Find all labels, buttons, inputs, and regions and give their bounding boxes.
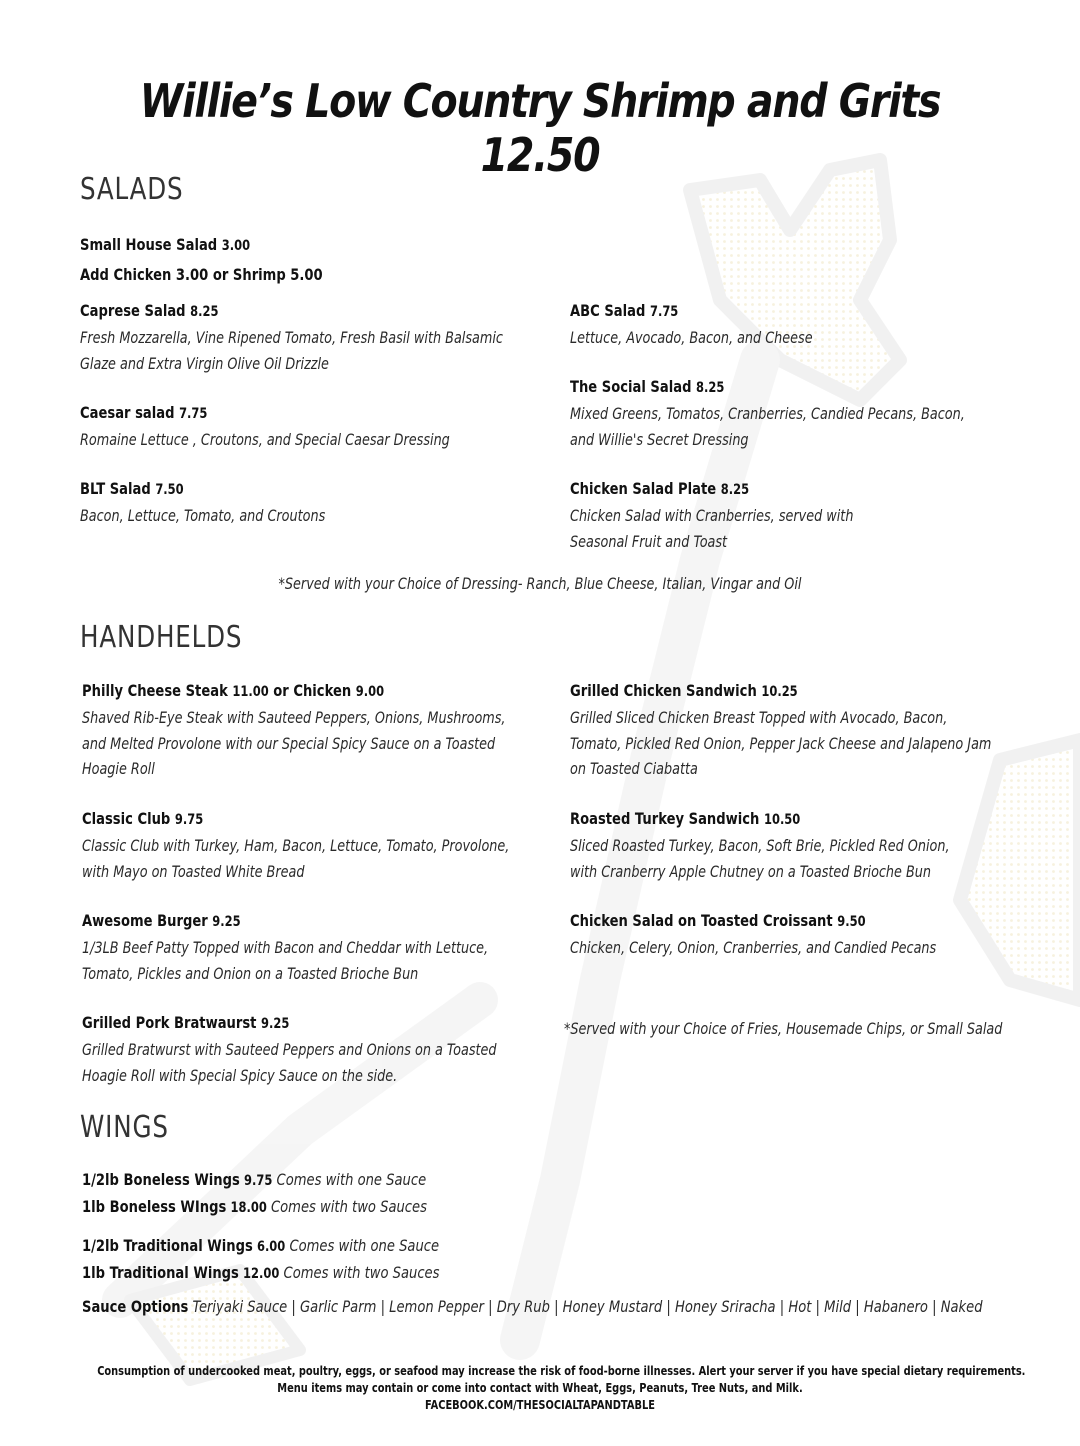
wing-line xyxy=(82,1260,439,1287)
item-desc: 1/3LB Beef Patty Topped with Bacon and Cheddar with Lettuce, xyxy=(82,938,489,957)
wings-traditional-group xyxy=(82,1233,518,1287)
item-name: Caesar salad xyxy=(80,403,175,422)
sauce-options-label: Sauce Options xyxy=(82,1297,189,1316)
item-price: 10.25 xyxy=(761,684,798,700)
item-desc: with Cranberry Apple Chutney on a Toasted Brioche Bun xyxy=(570,861,931,881)
sauce-options xyxy=(82,1294,983,1320)
item-name: Grilled Chicken Sandwich xyxy=(570,681,757,700)
menu-item-abc-salad xyxy=(570,298,1040,351)
wings-boneless-group xyxy=(82,1167,503,1221)
menu-item-chicken-salad-plate xyxy=(570,476,1040,554)
wing-price: 9.75 xyxy=(244,1173,273,1189)
wing-name: 1/2lb Traditional Wings xyxy=(82,1236,253,1255)
section-heading-wings: WINGS xyxy=(80,1110,169,1145)
handhelds-sides-note: *Served with your Choice of Fries, Housemade Chips, or Small Salad xyxy=(564,1019,1003,1038)
item-name: The Social Salad xyxy=(570,377,692,396)
wing-desc: Comes with two Sauces xyxy=(270,1197,427,1216)
item-desc: Seasonal Fruit and Toast xyxy=(570,531,728,551)
wing-name: 1lb Traditional Wings xyxy=(82,1263,239,1282)
menu-item-awesome-burger xyxy=(82,908,552,986)
item-price: 11.00 xyxy=(232,684,269,700)
menu-item-blt-salad xyxy=(80,476,550,529)
item-desc: with Mayo on Toasted White Bread xyxy=(82,861,305,881)
wing-line xyxy=(82,1167,427,1194)
item-desc: and Melted Provolone with our Special Spicy Sauce on a Toasted xyxy=(82,733,496,753)
item-price: 7.75 xyxy=(179,406,208,422)
item-desc: Chicken, Celery, Onion, Cranberries, and Candied Pecans xyxy=(570,938,937,957)
menu-item-caprese-salad xyxy=(80,298,550,376)
wing-name: 1/2lb Boneless Wings xyxy=(82,1170,240,1189)
item-desc: Mixed Greens, Tomatos, Cranberries, Candied Pecans, Bacon, xyxy=(570,404,965,423)
menu-item-grilled-pork-bratwaurst xyxy=(82,1010,552,1088)
menu-item-grilled-chicken-sandwich xyxy=(570,678,1040,782)
section-heading-handhelds: HANDHELDS xyxy=(80,620,243,655)
wing-desc: Comes with two Sauces xyxy=(283,1263,440,1282)
wing-price: 6.00 xyxy=(256,1239,286,1255)
item-name-alt: or Chicken xyxy=(268,681,356,700)
item-name: Roasted Turkey Sandwich xyxy=(570,809,760,828)
menu-item-classic-club xyxy=(82,806,552,884)
item-price: 8.25 xyxy=(696,380,725,396)
wing-desc: Comes with one Sauce xyxy=(289,1236,440,1255)
item-desc: Hoagie Roll with Special Spicy Sauce on the side. xyxy=(82,1065,398,1085)
footer-allergen-note: Menu items may contain or come into contact with Wheat, Eggs, Peanuts, Tree Nuts, and Milk. xyxy=(277,1381,803,1395)
item-desc: Tomato, Pickles and Onion on a Toasted Brioche Bun xyxy=(82,963,419,983)
item-price: 9.50 xyxy=(837,914,866,930)
item-desc: on Toasted Ciabatta xyxy=(570,759,698,778)
add-protein-line: Add Chicken 3.00 or Shrimp 5.00 xyxy=(80,265,323,284)
small-house-salad xyxy=(80,232,376,287)
item-name: Caprese Salad xyxy=(80,301,186,320)
menu-item-chicken-salad-croissant xyxy=(570,908,1040,961)
item-desc: Fresh Mozzarella, Vine Ripened Tomato, Fresh Basil with Balsamic xyxy=(80,328,503,347)
item-price: 8.25 xyxy=(720,482,750,498)
wing-desc: Comes with one Sauce xyxy=(276,1170,427,1189)
item-price-alt: 9.00 xyxy=(355,684,385,700)
small-house-salad-name: Small House Salad xyxy=(80,235,218,254)
item-name: Chicken Salad Plate xyxy=(570,479,717,498)
item-price: 7.75 xyxy=(649,304,679,320)
item-desc: Hoagie Roll xyxy=(82,759,155,778)
item-desc: Chicken Salad with Cranberries, served with xyxy=(570,506,854,525)
item-desc: Glaze and Extra Virgin Olive Oil Drizzle xyxy=(80,353,329,373)
item-name: Grilled Pork Bratwaurst xyxy=(82,1013,257,1032)
page-title: Willie’s Low Country Shrimp and Grits 12.50 xyxy=(139,74,941,182)
salads-dressing-note: *Served with your Choice of Dressing- Ranch, Blue Cheese, Italian, Vingar and Oil xyxy=(278,574,802,593)
item-desc: Classic Club with Turkey, Ham, Bacon, Lettuce, Tomato, Provolone, xyxy=(82,836,510,855)
wing-line xyxy=(82,1194,427,1221)
item-desc: Lettuce, Avocado, Bacon, and Cheese xyxy=(570,328,813,347)
section-heading-salads: SALADS xyxy=(80,172,184,207)
wing-price: 18.00 xyxy=(230,1200,267,1216)
item-desc: and Willie's Secret Dressing xyxy=(570,429,749,449)
menu-item-philly-cheese-steak xyxy=(82,678,552,782)
sauce-options-list: Teriyaki Sauce | Garlic Parm | Lemon Pepper | Dry Rub | Honey Mustard | Honey Sriracha | Hot | Mild | Habanero | Naked xyxy=(192,1297,983,1316)
item-name: Philly Cheese Steak xyxy=(82,681,228,700)
item-name: Chicken Salad on Toasted Croissant xyxy=(570,911,833,930)
item-desc: Shaved Rib-Eye Steak with Sauteed Peppers, Onions, Mushrooms, xyxy=(82,708,506,727)
item-price: 9.75 xyxy=(174,812,204,828)
wing-line xyxy=(82,1233,439,1260)
menu-item-roasted-turkey-sandwich xyxy=(570,806,1040,884)
item-desc: Romaine Lettuce , Croutons, and Special Caesar Dressing xyxy=(80,430,450,449)
item-price: 9.25 xyxy=(212,914,241,930)
footer-allergy-warning: Consumption of undercooked meat, poultry, eggs, or seafood may increase the risk of food-borne illnesses. Alert your server if you have special dietary requirements. xyxy=(97,1364,1026,1378)
item-desc: Sliced Roasted Turkey, Bacon, Soft Brie, Pickled Red Onion, xyxy=(570,836,950,855)
item-price: 9.25 xyxy=(261,1016,290,1032)
item-price: 7.50 xyxy=(155,482,184,498)
item-name: Awesome Burger xyxy=(82,911,208,930)
item-name: ABC Salad xyxy=(570,301,646,320)
wing-price: 12.00 xyxy=(243,1266,280,1282)
item-price: 8.25 xyxy=(190,304,219,320)
footer xyxy=(0,1363,1080,1414)
menu-item-caesar-salad xyxy=(80,400,550,453)
item-name: BLT Salad xyxy=(80,479,151,498)
footer-facebook-link: FACEBOOK.COM/THESOCIALTAPANDTABLE xyxy=(425,1398,655,1412)
item-price: 10.50 xyxy=(763,812,801,828)
wing-name: 1lb Boneless WIngs xyxy=(82,1197,227,1216)
item-desc: Bacon, Lettuce, Tomato, and Croutons xyxy=(80,506,326,525)
item-name: Classic Club xyxy=(82,809,171,828)
small-house-salad-price: 3.00 xyxy=(221,238,251,254)
menu-item-social-salad xyxy=(570,374,1040,452)
item-desc: Grilled Sliced Chicken Breast Topped with Avocado, Bacon, xyxy=(570,708,948,727)
item-desc: Tomato, Pickled Red Onion, Pepper Jack Cheese and Jalapeno Jam xyxy=(570,733,992,753)
item-desc: Grilled Bratwurst with Sauteed Peppers and Onions on a Toasted xyxy=(82,1040,497,1059)
